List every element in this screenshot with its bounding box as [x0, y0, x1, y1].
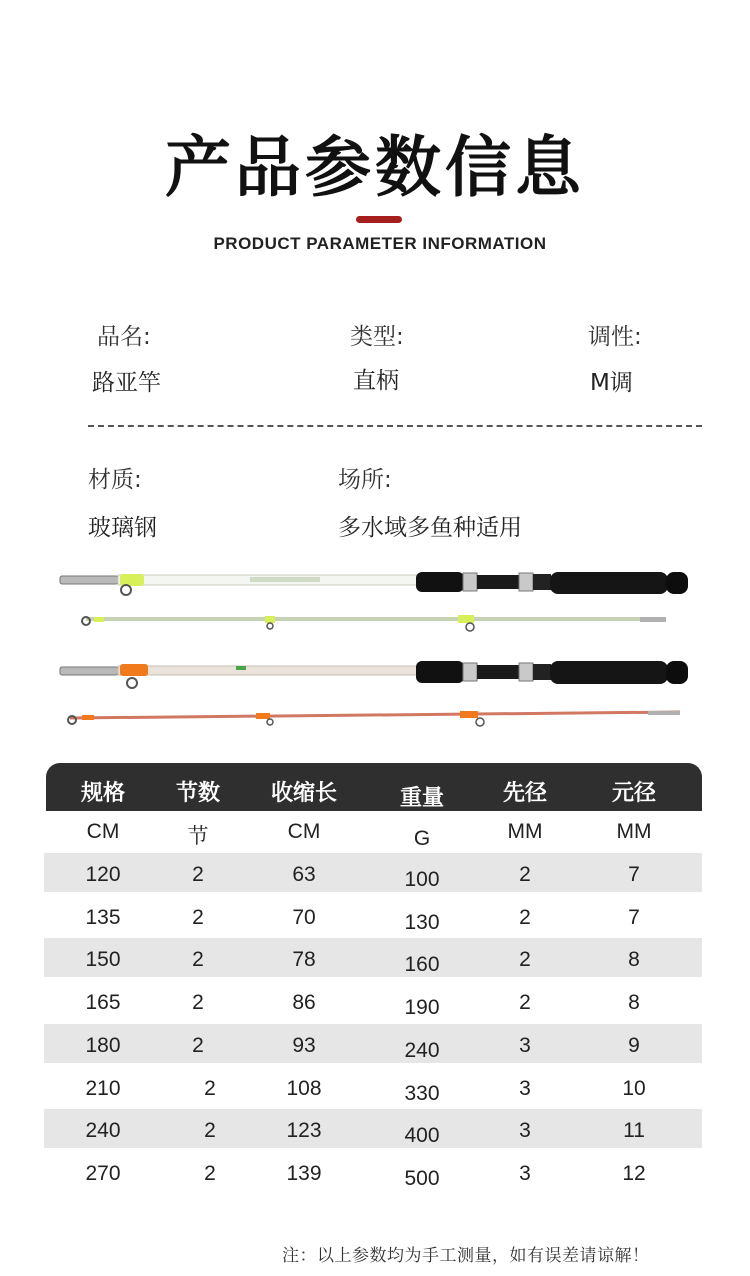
table-header-cell: 先径: [502, 781, 547, 806]
table-cell: 3: [519, 1077, 531, 1100]
material-label: 材质:: [88, 467, 142, 493]
table-cell: 400: [404, 1124, 440, 1147]
rod-product-image: [0, 560, 750, 740]
table-cell: 3: [519, 1034, 531, 1057]
table-cell: 135: [85, 906, 121, 929]
type-value: 直柄: [353, 368, 399, 394]
table-cell: 93: [292, 1034, 316, 1057]
rod2-tip-section: [68, 711, 680, 726]
action-label: 调性:: [588, 324, 642, 350]
rod1-butt-section: [60, 572, 688, 595]
table-cell: 63: [292, 863, 316, 886]
table-cell: 210: [85, 1077, 121, 1100]
table-cell: 500: [404, 1167, 440, 1190]
table-cell: 240: [85, 1119, 121, 1142]
table-unit-cell: CM: [287, 820, 321, 843]
table-cell: 2: [192, 906, 204, 929]
table-unit-cell: G: [413, 827, 431, 850]
action-value: M调: [590, 370, 633, 396]
table-cell: 2: [519, 991, 531, 1014]
table-cell: 2: [192, 991, 204, 1014]
venue-label: 场所:: [338, 467, 392, 493]
table-cell: 7: [628, 863, 640, 886]
name-value: 路亚竿: [92, 370, 161, 396]
table-cell: 3: [519, 1119, 531, 1142]
table-header-cell: 收缩长: [270, 781, 337, 806]
table-cell: 9: [628, 1034, 640, 1057]
table-cell: 100: [404, 868, 440, 891]
table-cell: 2: [192, 1034, 204, 1057]
table-cell: 11: [623, 1119, 645, 1142]
table-cell: 123: [286, 1119, 322, 1142]
table-cell: 2: [519, 863, 531, 886]
table-cell: 2: [519, 948, 531, 971]
name-label: 品名:: [97, 324, 151, 350]
table-cell: 180: [85, 1034, 121, 1057]
page-subtitle: PRODUCT PARAMETER INFORMATION: [213, 234, 547, 253]
table-header-cell: 元径: [611, 781, 656, 806]
table-cell: 139: [286, 1162, 322, 1185]
table-cell: 70: [292, 906, 316, 929]
type-label: 类型:: [350, 324, 404, 350]
table-cell: 2: [192, 948, 204, 971]
table-cell: 330: [404, 1082, 440, 1105]
table-unit-cell: MM: [507, 820, 543, 843]
table-header-cell: 重量: [399, 786, 444, 811]
table-unit-cell: CM: [86, 820, 120, 843]
table-cell: 240: [404, 1039, 440, 1062]
table-cell: 130: [404, 911, 440, 934]
rod2-butt-section: [60, 661, 688, 688]
table-cell: 160: [404, 953, 440, 976]
page-title: 产品参数信息: [165, 129, 585, 206]
table-cell: 150: [85, 948, 121, 971]
table-cell: 8: [628, 948, 640, 971]
material-value: 玻璃钢: [88, 515, 157, 541]
title-underline: [356, 216, 402, 223]
table-cell: 2: [204, 1119, 216, 1142]
table-unit-cell: MM: [616, 820, 652, 843]
table-cell: 86: [292, 991, 316, 1014]
table-header-cell: 规格: [80, 781, 125, 806]
table-header-cell: 节数: [175, 781, 220, 806]
table-unit-cell: 节: [187, 825, 209, 848]
rod1-tip-section: [82, 615, 666, 631]
table-cell: 7: [628, 906, 640, 929]
footer-note: 注：以上参数均为手工测量，如有误差请谅解！: [282, 1246, 650, 1266]
table-cell: 8: [628, 991, 640, 1014]
table-cell: 12: [622, 1162, 646, 1185]
table-cell: 270: [85, 1162, 121, 1185]
table-cell: 165: [85, 991, 121, 1014]
dashed-divider: [88, 425, 702, 427]
table-cell: 120: [85, 863, 121, 886]
table-cell: 190: [404, 996, 440, 1019]
table-cell: 3: [519, 1162, 531, 1185]
venue-value: 多水域多鱼种适用: [338, 515, 522, 541]
table-cell: 78: [292, 948, 316, 971]
table-cell: 2: [192, 863, 204, 886]
table-cell: 2: [204, 1077, 216, 1100]
table-cell: 108: [286, 1077, 322, 1100]
table-cell: 2: [519, 906, 531, 929]
table-cell: 10: [622, 1077, 646, 1100]
table-cell: 2: [204, 1162, 216, 1185]
